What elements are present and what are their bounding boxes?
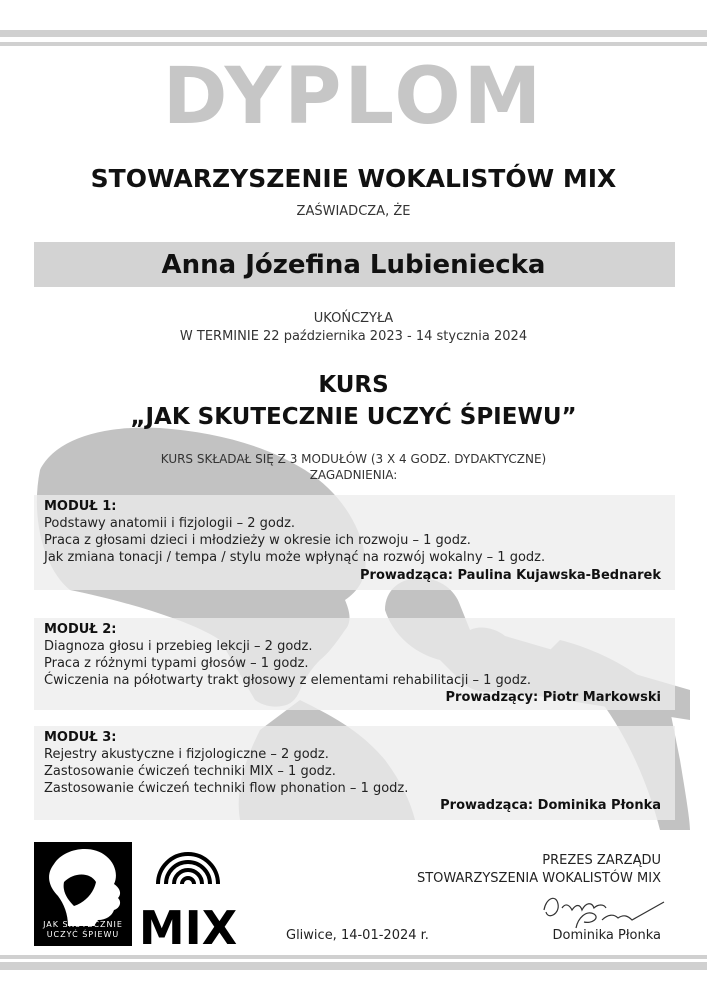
certifies-text: ZAŚWIADCZA, ŻE	[296, 204, 411, 219]
president-name: Dominika Płonka	[552, 928, 661, 943]
module-teacher: Prowadząca: Paulina Kujawska-Bednarek	[360, 568, 661, 583]
course-info	[0, 451, 707, 483]
topics-label: ZAGADNIENIA:	[309, 468, 398, 482]
completion-date-range: W TERMINIE 22 października 2023 - 14 stycznia 2024	[179, 329, 528, 344]
module-title: MODUŁ 2:	[44, 622, 117, 637]
module-teacher: Prowadzący: Piotr Markowski	[445, 690, 661, 705]
place-date: Gliwice, 14-01-2024 r.	[286, 928, 429, 943]
course-logo-text-line2: UCZYĆ ŚPIEWU	[46, 930, 120, 939]
module-topic: Diagnoza głosu i przebieg lekcji – 2 godz.	[44, 639, 313, 654]
module-topic: Podstawy anatomii i fizjologii – 2 godz.	[44, 516, 296, 531]
module-topic: Ćwiczenia na półotwarty trakt głosowy z elementami rehabilitacji – 1 godz.	[44, 673, 531, 688]
module-teacher: Prowadząca: Dominika Płonka	[440, 798, 661, 813]
course-name: „JAK SKUTECZNIE UCZYĆ ŚPIEWU”	[130, 404, 577, 430]
module-topic: Zastosowanie ćwiczeń techniki MIX – 1 godz.	[44, 764, 336, 779]
mix-logo-text: MIX	[138, 901, 238, 955]
handwritten-signature	[536, 880, 666, 930]
module-title: MODUŁ 3:	[44, 730, 117, 745]
course-label: KURS	[318, 372, 389, 398]
module-box	[34, 726, 675, 820]
course-structure: KURS SKŁADAŁ SIĘ Z 3 MODUŁÓW (3 X 4 GODZ. DYDAKTYCZNE)	[160, 452, 547, 466]
president-title-line1: PREZES ZARZĄDU	[542, 853, 661, 868]
module-topic: Zastosowanie ćwiczeń techniki flow phonation – 1 godz.	[44, 781, 409, 796]
module-topic: Rejestry akustyczne i fizjologiczne – 2 godz.	[44, 747, 329, 762]
recipient-name: Anna Józefina Lubieniecka	[161, 250, 546, 280]
course-heading	[0, 369, 707, 433]
module-title: MODUŁ 1:	[44, 499, 117, 514]
module-topic: Praca z głosami dzieci i młodzieży w okresie ich rozwoju – 1 godz.	[44, 533, 471, 548]
module-topic: Jak zmiana tonacji / tempa / stylu może wpłynąć na rozwój wokalny – 1 godz.	[44, 550, 546, 565]
course-logo-text-line1: JAK SKUTECZNIE	[43, 920, 123, 929]
module-box	[34, 495, 675, 590]
course-logo-text	[34, 920, 132, 940]
president-title-line2: STOWARZYSZENIA WOKALISTÓW MIX	[416, 871, 661, 886]
diploma-title: DYPLOM	[162, 52, 545, 142]
completion-statement	[0, 310, 707, 346]
mix-logo	[138, 840, 238, 955]
completion-line-1: UKOŃCZYŁA	[313, 311, 394, 326]
organization-name: STOWARZYSZENIE WOKALISTÓW MIX	[90, 164, 617, 193]
course-logo	[34, 842, 132, 946]
module-topic: Praca z różnymi typami głosów – 1 godz.	[44, 656, 309, 671]
module-box	[34, 618, 675, 710]
